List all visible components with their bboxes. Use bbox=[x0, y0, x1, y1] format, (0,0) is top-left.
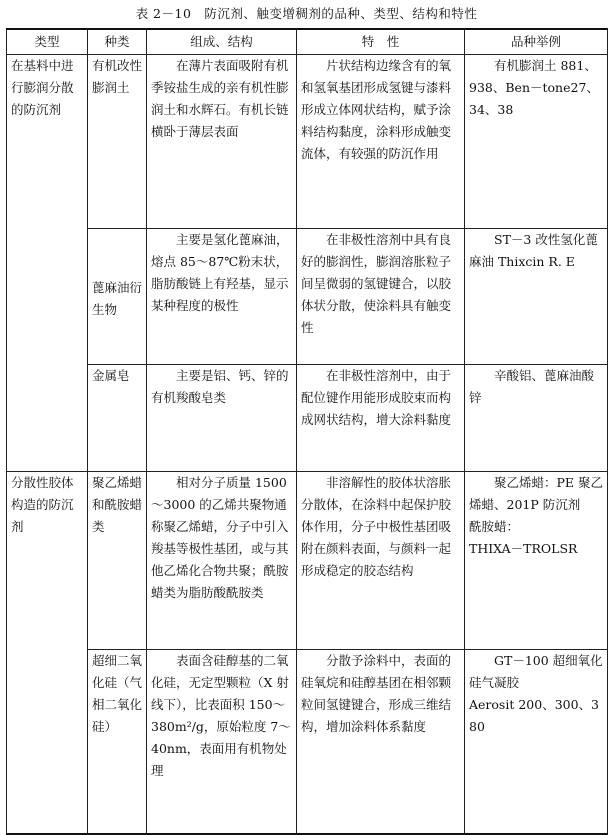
property-cell: 片状结构边缘含有的氧和氢氧基团形成氢键与漆料形成立体网状结构，赋予涂料结构黏度，涂料形成触变流体，有较强的防沉作用 bbox=[297, 55, 465, 229]
header-type: 类型 bbox=[7, 29, 88, 55]
category-cell: 有机改性膨润土 bbox=[88, 55, 147, 229]
table-row bbox=[7, 472, 608, 650]
table-row bbox=[7, 229, 608, 365]
property-cell: 在非极性溶剂中，由于配位键作用能形成胶束而构成网状结构，增大涂料黏度 bbox=[297, 365, 465, 472]
property-cell: 分散予涂料中，表面的硅氧烷和硅醇基团在相邻颗粒间氢键键合，形成三维结构，增加涂料体系黏度 bbox=[297, 650, 465, 834]
composition-cell: 主要是铝、钙、锌的有机羧酸皂类 bbox=[147, 365, 297, 472]
additives-table bbox=[6, 28, 608, 835]
category-cell: 聚乙烯蜡和酰胺蜡类 bbox=[88, 472, 147, 650]
examples-cell bbox=[465, 472, 608, 650]
table-row bbox=[7, 365, 608, 472]
composition-cell: 在薄片表面吸附有机季铵盐生成的亲有机性膨润土和水辉石。有机长链横卧于薄层表面 bbox=[147, 55, 297, 229]
example-line: 聚乙烯蜡：PE 聚乙烯蜡、201P 防沉剂 bbox=[469, 475, 604, 512]
table-row bbox=[7, 650, 608, 834]
composition-cell: 表面含硅醇基的二氧化硅，无定型颗粒（X 射线下），比表面积 150～380m²/g，原始粒度 7～40nm，表面用有机物处理 bbox=[147, 650, 297, 834]
header-property: 特 性 bbox=[297, 29, 465, 55]
category-cell: 超细二氧化硅（气相二氧化硅） bbox=[88, 650, 147, 834]
type-cell: 分散性胶体构造的防沉剂 bbox=[7, 472, 88, 834]
header-composition: 组成、结构 bbox=[147, 29, 297, 55]
example-line: GT－100 超细氧化硅气凝胶 bbox=[469, 653, 603, 690]
property-cell: 在非极性溶剂中具有良好的膨润性，膨润溶胀粒子间呈微弱的氢键键合，以胶体状分散，使涂料具有触变性 bbox=[297, 229, 465, 365]
composition-cell: 主要是氢化蓖麻油，熔点 85～87℃粉末状，脂肪酸链上有羟基，显示某种程度的极性 bbox=[147, 229, 297, 365]
examples-cell bbox=[465, 229, 608, 365]
header-row bbox=[7, 29, 608, 55]
example-line: 有机膨润土 881、938、Ben－tone27、34、38 bbox=[469, 58, 599, 117]
header-examples: 品种举例 bbox=[465, 29, 608, 55]
category-cell: 金属皂 bbox=[88, 365, 147, 472]
examples-cell bbox=[465, 55, 608, 229]
example-line: THIXA－TROLSR bbox=[469, 541, 578, 556]
example-line: 辛酸铝、蓖麻油酸锌 bbox=[469, 368, 595, 405]
type-cell: 在基料中进行膨润分散的防沉剂 bbox=[7, 55, 88, 472]
example-line: Aerosit 200、300、380 bbox=[469, 697, 600, 734]
property-cell: 非溶解性的胶体状溶胀分散体，在涂料中起保护胶体作用，分子中极性基团吸附在颜料表面，与颜料一起形成稳定的胶态结构 bbox=[297, 472, 465, 650]
composition-cell: 相对分子质量 1500～3000 的乙烯共聚物通称聚乙烯蜡，分子中引入羧基等极性基团，或与其他乙烯化合物共聚；酰胺蜡类为脂肪酸酰胺类 bbox=[147, 472, 297, 650]
examples-cell bbox=[465, 365, 608, 472]
example-line: 酰胺蜡： bbox=[469, 519, 520, 534]
table-row bbox=[7, 55, 608, 229]
example-line: ST－3 改性氢化蓖麻油 Thixcin R. E bbox=[469, 232, 598, 269]
header-category: 种类 bbox=[88, 29, 147, 55]
category-cell: 蓖麻油衍生物 bbox=[88, 229, 147, 365]
examples-cell bbox=[465, 650, 608, 834]
table-caption: 表 2－10 防沉剂、触变增稠剂的品种、类型、结构和特性 bbox=[135, 6, 478, 21]
